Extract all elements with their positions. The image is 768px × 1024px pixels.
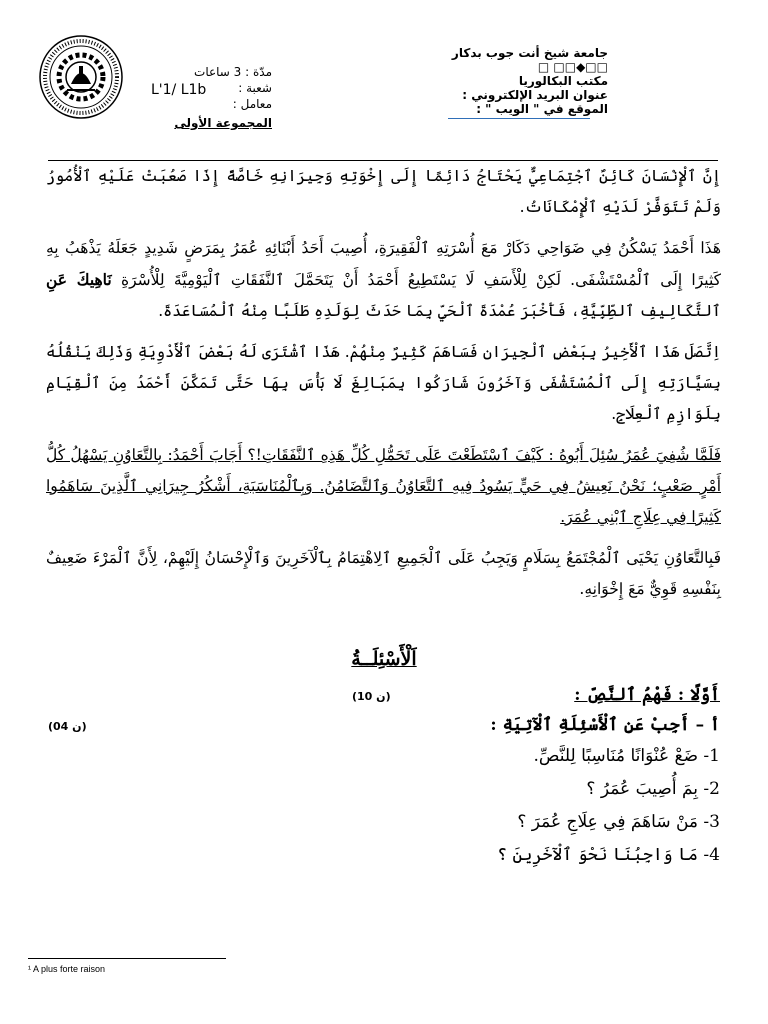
footnote: ¹ A plus forte raison bbox=[28, 964, 106, 974]
paragraph-2-part-2: ٱلتَّكَالِيفِ ٱلطِّبِّيَّةِ، فَأَخْبَرَ عُمْدَةَ ٱلْحَيِّ بِمَا حَدَثَ لِوَلَدِهِ طَلَبًا مِنْهُ ٱلْمُسَاعَدَةَ. bbox=[158, 302, 721, 320]
group-label: المجموعة الأولى bbox=[174, 116, 272, 130]
paragraph-5: فَبِالتَّعَاوُنِ يَحْيَى ٱلْمُجْتَمَعُ بِسَلَامٍ وَيَجِبُ عَلَى ٱلْجَمِيعِ ٱلِاهْتِمَامُ بِٱلْآخَرِينَ وَٱلْإِحْسَانُ إِلَيْهِمْ، لِأَنَّ ٱلْمَرْءَ ضَعِيفٌ بِنَفْسِهِ قَوِيٌّ مَعَ إِخْوَانِهِ. bbox=[46, 549, 721, 598]
paragraph-4: فَلَمَّا شُفِيَ عُمَرُ سُئِلَ أَبُوهُ : كَيْفَ ٱسْتَطَعْتَ عَلَى تَحَمُّلِ كُلِّ هَذِهِ ٱلنَّفَقَاتِ!؟ أَجَابَ أَحْمَدُ: بِالتَّعَاوُنِ يَسْهُلُ كُلُّ أَمْرٍ صَعْبٍ؛ نَحْنُ نَعِيشُ فِي حَيٍّ يَسُودُ فِيهِ ٱلتَّعَاوُنُ وَٱلتَّضَامُنُ. وَبِٱلْمُنَاسَبَةِ، أَشْكُرُ جِيرَانِي ٱلَّذِينَ سَاهَمُوا كَثِيرًا فِي عِلَاجِ ٱبْنِي عُمَرَ. bbox=[46, 446, 721, 526]
question-item: 3- مَنْ سَاهَمَ فِي عِلَاجِ عُمَرَ ؟ bbox=[517, 812, 720, 832]
question-list bbox=[290, 740, 720, 872]
coefficient-label: معامل : bbox=[232, 97, 272, 111]
header-boxes: □□◆□□ □ bbox=[537, 60, 608, 74]
question-item: 4- مَا وَاجِبُنَا نَحْوَ ٱلْآخَرِينَ ؟ bbox=[497, 845, 720, 865]
question-item: 2- بِمَ أُصِيبَ عُمَرُ ؟ bbox=[586, 779, 720, 799]
university-name: جامعة شيخ أنت جوب بدكار bbox=[451, 46, 608, 60]
paragraph-2-bold-phrase: نَاهِيكَ عَنِ bbox=[46, 270, 112, 289]
footnote-separator bbox=[28, 958, 226, 959]
branch-label: شعبة : bbox=[238, 81, 272, 95]
paragraph-1: إِنَّ ٱلْإِنْسَانَ كَائِنٌ ٱجْتِمَاعِيٌّ يَحْتَاجُ دَائِمًا إِلَى إِخْوَتِهِ وَجِيرَانِهِ خَاصَّةً إِذَا صَعُبَتْ عَلَيْهِ ٱلْأُمُورُ وَلَمْ تَتَوَفَّرْ لَدَيْهِ ٱلْإِمْكَانَاتُ. bbox=[46, 167, 721, 216]
office-name: مكتب البكالوريا bbox=[518, 74, 608, 88]
institution-header bbox=[348, 46, 608, 116]
paragraph-3: اِتَّصَلَ هَذَا ٱلْأَخِيرُ بِبَعْضِ ٱلْجِيرَانِ فَسَاهَمَ كَثِيرٌ مِنْهُمْ. هَذَا ٱشْتَرَى لَهُ بَعْضَ ٱلْأَدْوِيَةِ وَذَلِكَ يَنْقُلُهُ بِسَيَّارَتِهِ إِلَى ٱلْمُسْتَشْفَى وَآخَرُونَ شَارَكُوا بِمَبَالِغَ لَا بَأْسَ بِهَا حَتَّى تَمَكَّنَ أَحْمَدُ مِنَ ٱلْقِيَامِ بِلَوَازِمِ ٱلْعِلَاجِ. bbox=[46, 343, 721, 423]
email-underline bbox=[448, 118, 590, 119]
section-1-points: (10 ن) bbox=[352, 690, 391, 703]
web-label: الموقع في " الويب " : bbox=[476, 102, 608, 116]
class-code: L'1/ L1b bbox=[151, 82, 207, 98]
reading-passage bbox=[46, 161, 721, 615]
email-label: عنوان البريد الإلكتروني : bbox=[462, 88, 608, 102]
questions-title: اَلْأَسْئِلَــةُ bbox=[351, 648, 417, 670]
section-1-heading: أَوَّلًا : فَهْمُ ٱلنَّصِّ : bbox=[574, 685, 720, 705]
paragraph-2-part-1: هَذَا أَحْمَدُ يَسْكُنُ فِي ضَوَاحِي دَكَارْ مَعَ أُسْرَتِهِ ٱلْفَقِيرَةِ، أُصِيبَ أَحَدُ أَبْنَائِهِ عُمَرُ بِمَرَضٍ شَدِيدٍ جَعَلَهُ يَذْهَبُ بِهِ كَثِيرًا إِلَى ٱلْمُسْتَشْفَى. لَكِنْ لِلْأَسَفِ لَا يَسْتَطِيعُ أَحْمَدُ أَنْ يَتَحَمَّلَ ٱلنَّفَقَاتِ ٱلْيَوْمِيَّةَ لِلْأُسْرَةِ bbox=[46, 239, 722, 289]
paragraph-2 bbox=[46, 233, 721, 327]
exam-duration: مدّة : 3 ساعات bbox=[194, 65, 272, 79]
question-item: 1- ضَعْ عُنْوَانًا مُنَاسِبًا لِلنَّصِّ. bbox=[533, 746, 720, 766]
sub-a-points: (04 ن) bbox=[48, 720, 87, 733]
sub-a-heading: أ – أَجِبْ عَنِ ٱلْأَسْئِلَةِ ٱلْآتِيَةِ : bbox=[490, 715, 720, 735]
university-seal-icon bbox=[38, 34, 124, 120]
